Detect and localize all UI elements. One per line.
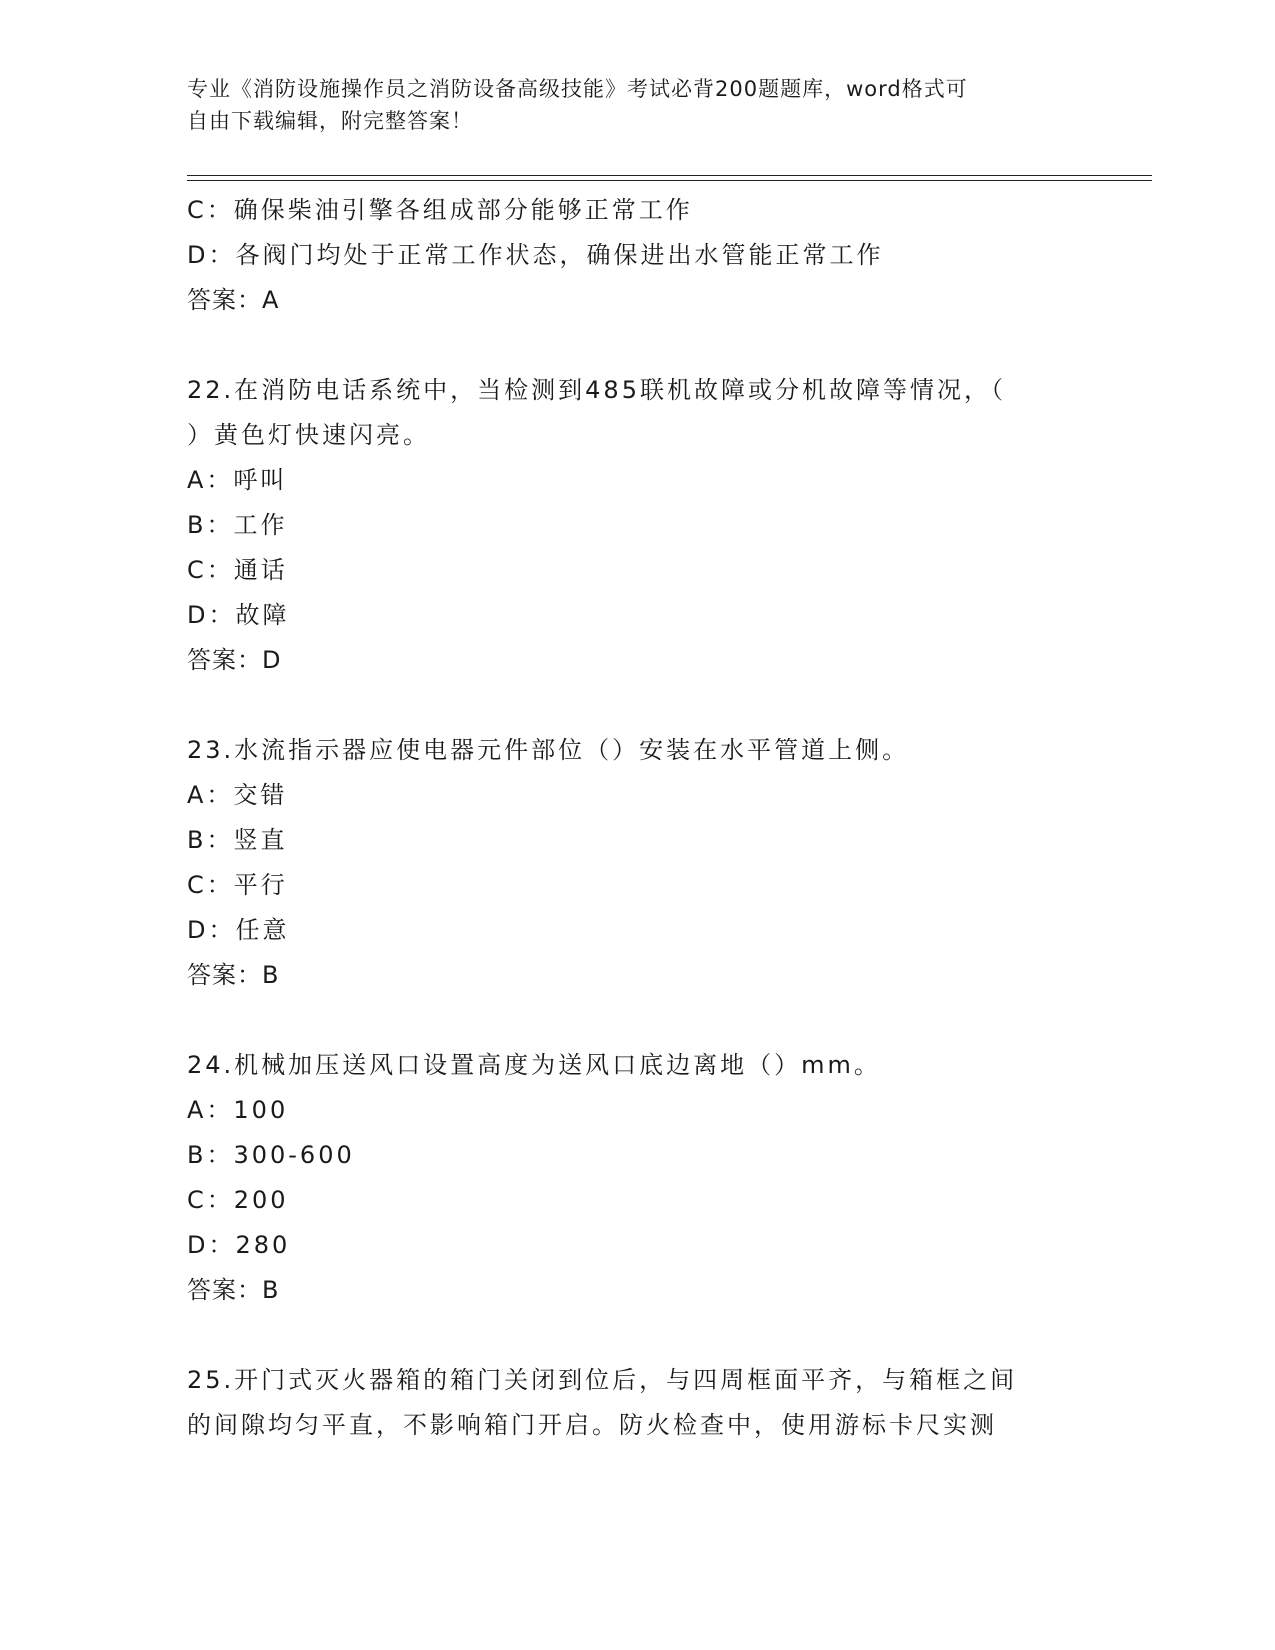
question-continued — [187, 188, 1087, 323]
option-a: A：100 — [187, 1096, 289, 1124]
header-line-1: 专业《消防设施操作员之消防设备高级技能》考试必背200题题库，word格式可 — [187, 77, 968, 101]
option-c: C：平行 — [187, 871, 288, 899]
question-stem: 22.在消防电话系统中，当检测到485联机故障或分机故障等情况，（ — [187, 376, 1006, 404]
option-c: C：200 — [187, 1186, 289, 1214]
spacer — [187, 998, 1087, 1043]
option-d: D：任意 — [187, 916, 290, 944]
header-divider-top — [187, 175, 1152, 176]
question-stem: ）黄色灯快速闪亮。 — [187, 421, 430, 449]
option-b: B：竖直 — [187, 826, 288, 854]
document-header — [187, 73, 1067, 137]
option-d: D：280 — [187, 1231, 291, 1259]
answer-line: 答案：B — [187, 1276, 280, 1304]
spacer — [187, 683, 1087, 728]
option-d: D：故障 — [187, 601, 290, 629]
answer-line: 答案：D — [187, 646, 282, 674]
spacer — [187, 1313, 1087, 1358]
option-c: C：通话 — [187, 556, 288, 584]
question-24 — [187, 1043, 1087, 1313]
option-c: C：确保柴油引擎各组成部分能够正常工作 — [187, 196, 693, 224]
option-a: A：交错 — [187, 781, 288, 809]
option-b: B：工作 — [187, 511, 288, 539]
answer-line: 答案：B — [187, 961, 280, 989]
header-line-2: 自由下载编辑，附完整答案！ — [187, 109, 473, 133]
question-23 — [187, 728, 1087, 998]
answer-line: 答案：A — [187, 286, 280, 314]
spacer — [187, 323, 1087, 368]
question-stem: 的间隙均匀平直，不影响箱门开启。防火检查中，使用游标卡尺实测 — [187, 1411, 997, 1439]
question-stem: 25.开门式灭火器箱的箱门关闭到位后，与四周框面平齐，与箱框之间 — [187, 1366, 1018, 1394]
question-stem: 24.机械加压送风口设置高度为送风口底边离地（）mm。 — [187, 1051, 881, 1079]
option-d: D：各阀门均处于正常工作状态，确保进出水管能正常工作 — [187, 241, 884, 269]
question-25 — [187, 1358, 1087, 1448]
question-list — [187, 188, 1087, 1448]
header-divider-bottom — [187, 180, 1152, 181]
option-b: B：300-600 — [187, 1141, 355, 1169]
question-22 — [187, 368, 1087, 683]
option-a: A：呼叫 — [187, 466, 288, 494]
question-stem: 23.水流指示器应使电器元件部位（）安装在水平管道上侧。 — [187, 736, 910, 764]
